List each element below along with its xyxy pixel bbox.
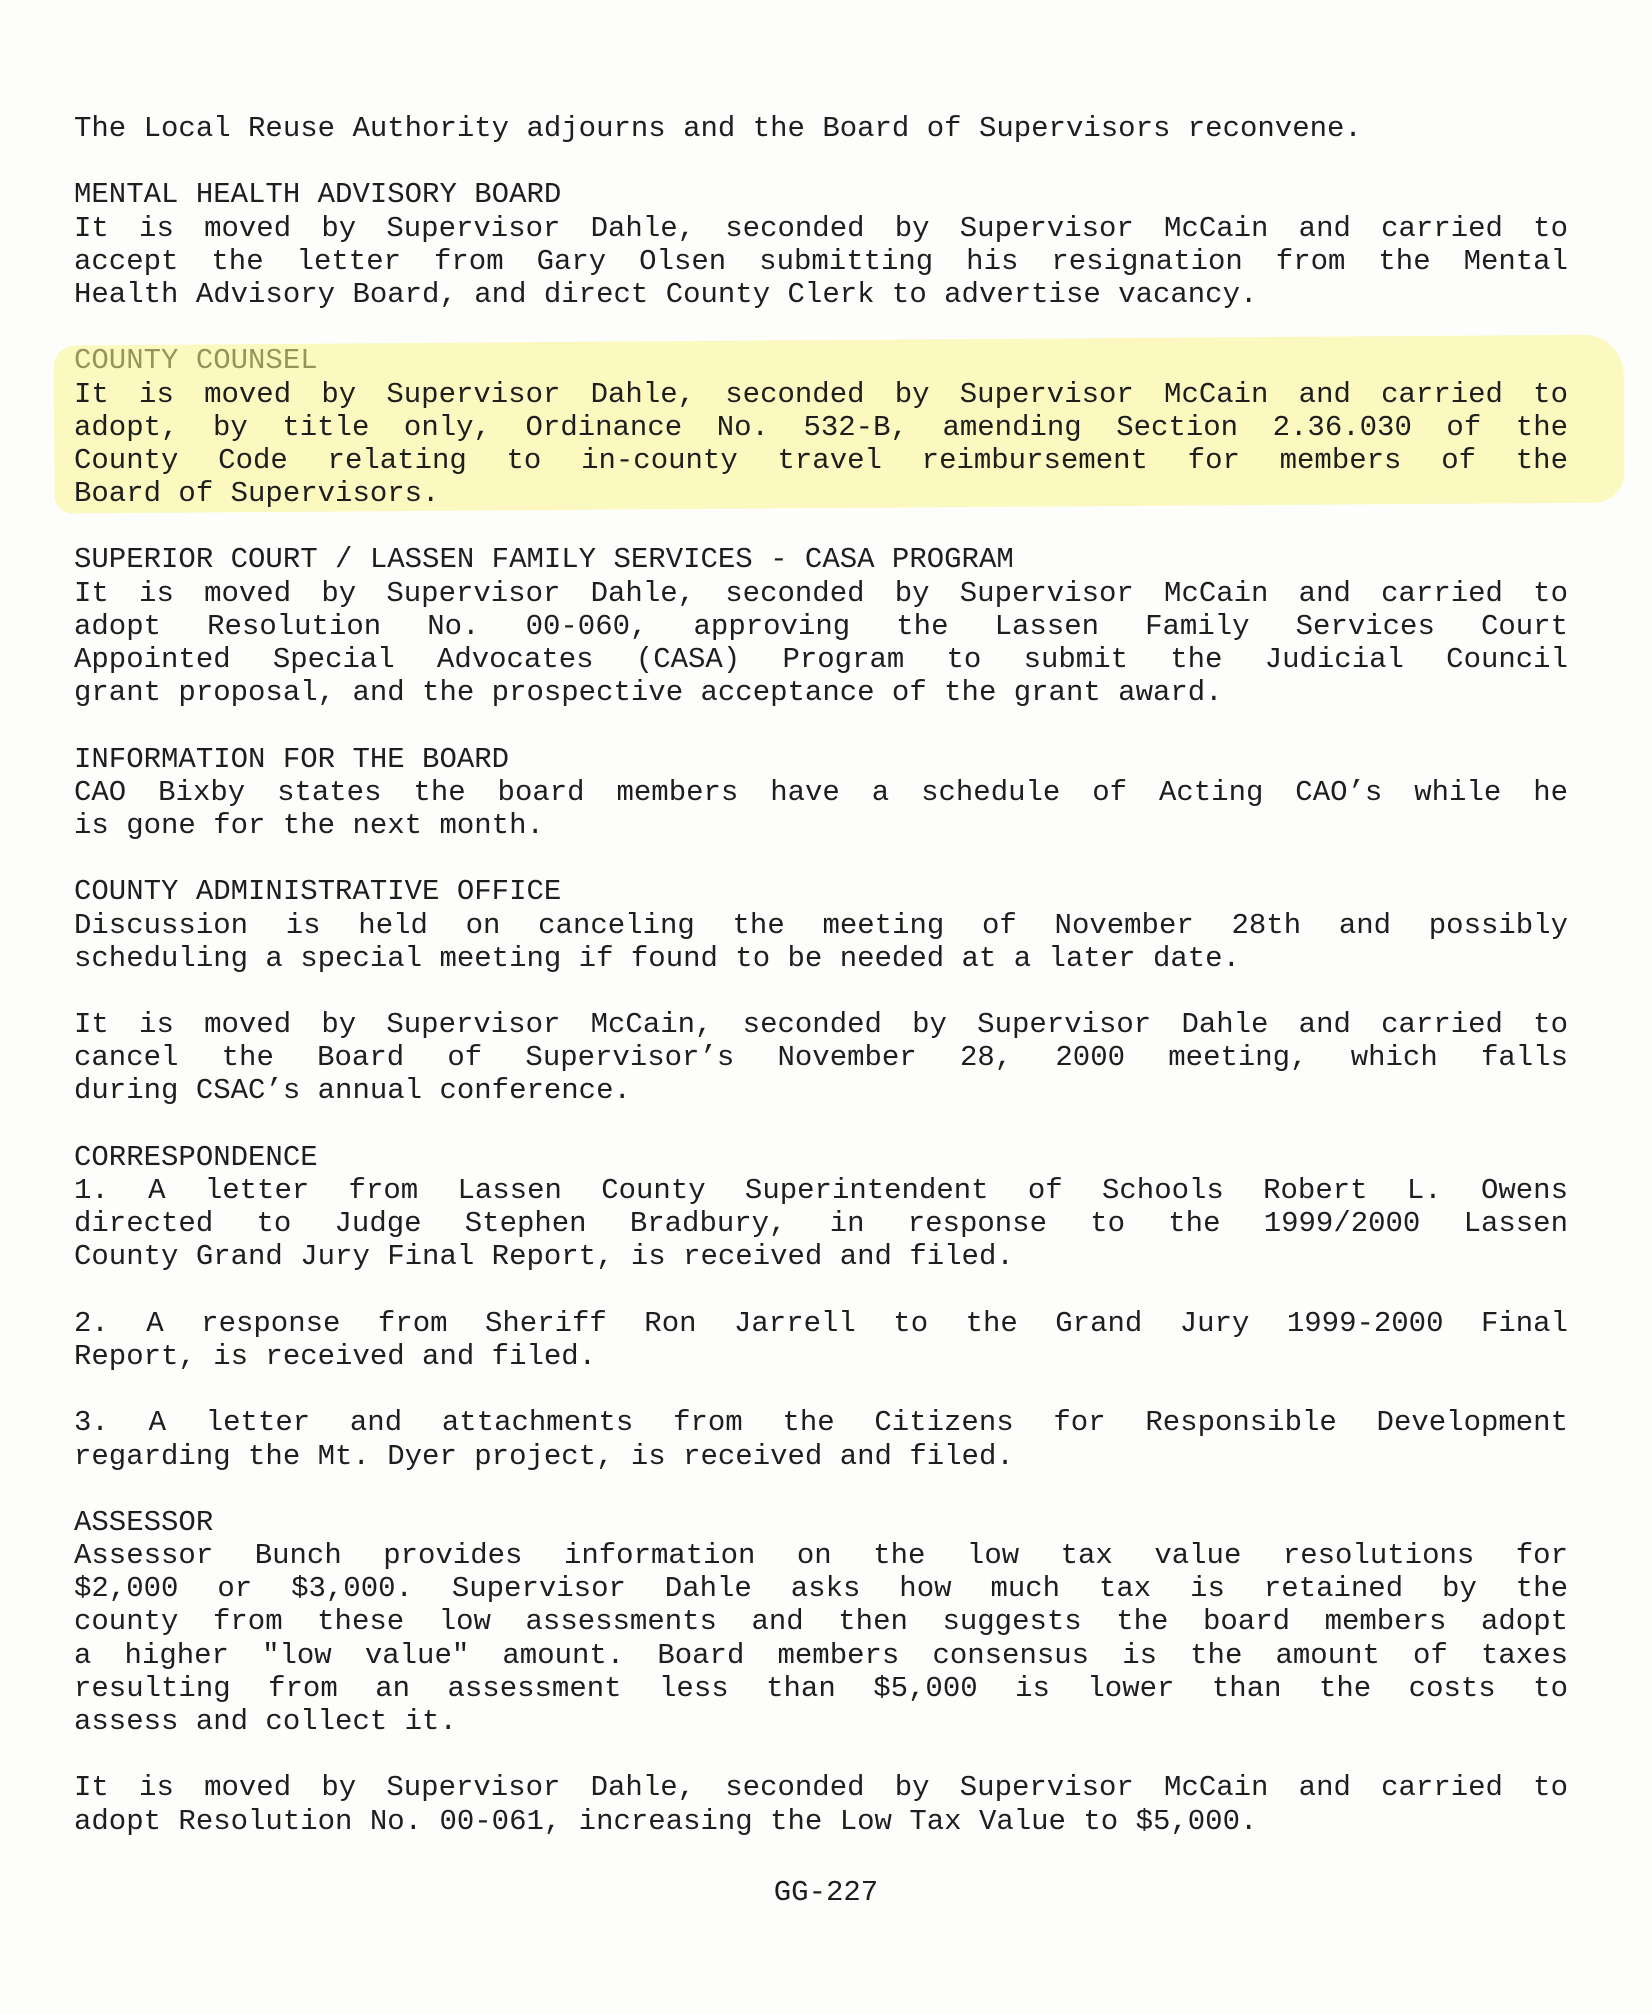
text-line: Discussion is held on canceling the meeting of November 28th and possibly: [74, 908, 1568, 942]
list-item-line: 2. A response from Sheriff Ron Jarrell to the Grand Jury 1999-2000 Final: [74, 1306, 1568, 1340]
text-line: adopt, by title only, Ordinance No. 532-B, amending Section 2.36.030 of the: [74, 410, 1568, 444]
section-title-mental-health: MENTAL HEALTH ADVISORY BOARD: [74, 178, 562, 212]
list-item-line: regarding the Mt. Dyer project, is received and filed.: [74, 1439, 1014, 1473]
text-line: grant proposal, and the prospective acceptance of the grant award.: [74, 676, 1223, 710]
opening-line: The Local Reuse Authority adjourns and the Board of Supervisors reconvene.: [74, 112, 1362, 145]
text-line: Board of Supervisors.: [74, 477, 440, 511]
text-line: scheduling a special meeting if found to be needed at a later date.: [74, 941, 1240, 975]
text-line: resulting from an assessment less than $5,000 is lower than the costs to: [74, 1671, 1568, 1705]
section-title-correspondence: CORRESPONDENCE: [74, 1140, 318, 1174]
text-line: a higher "low value" amount. Board members consensus is the amount of taxes: [74, 1638, 1568, 1672]
text-line: county from these low assessments and then suggests the board members adopt: [74, 1605, 1568, 1639]
text-line: adopt Resolution No. 00-061, increasing the Low Tax Value to $5,000.: [74, 1804, 1258, 1838]
text-line: accept the letter from Gary Olsen submitting his resignation from the Mental: [74, 244, 1568, 278]
list-item-line: Report, is received and filed.: [74, 1339, 597, 1373]
text-line: It is moved by Supervisor Dahle, seconded by Supervisor McCain and carried to: [74, 1771, 1568, 1805]
text-line: Appointed Special Advocates (CASA) Program to submit the Judicial Council: [74, 643, 1568, 676]
text-line: Health Advisory Board, and direct County Clerk to advertise vacancy.: [74, 277, 1258, 311]
text-line: $2,000 or $3,000. Supervisor Dahle asks how much tax is retained by the: [74, 1572, 1568, 1606]
section-title-cao: COUNTY ADMINISTRATIVE OFFICE: [74, 875, 562, 909]
text-line: CAO Bixby states the board members have a schedule of Acting CAO’s while he: [74, 775, 1568, 809]
section-title-information: INFORMATION FOR THE BOARD: [74, 742, 510, 776]
text-line: It is moved by Supervisor Dahle, seconded by Supervisor McCain and carried to: [74, 211, 1568, 245]
page-number: GG-227: [773, 1876, 879, 1909]
text-line: It is moved by Supervisor Dahle, seconded by Supervisor McCain and carried to: [74, 377, 1568, 411]
text-line: Assessor Bunch provides information on the low tax value resolutions for: [74, 1539, 1568, 1573]
section-title-assessor: ASSESSOR: [74, 1505, 214, 1539]
text-line: County Code relating to in-county travel reimbursement for members of the: [74, 443, 1568, 477]
text-line: cancel the Board of Supervisor’s November 28, 2000 meeting, which falls: [74, 1041, 1568, 1075]
list-item-line: directed to Judge Stephen Bradbury, in response to the 1999/2000 Lassen: [74, 1207, 1568, 1241]
text-line: adopt Resolution No. 00-060, approving the Lassen Family Services Court: [74, 609, 1568, 643]
text-line: It is moved by Supervisor McCain, seconded by Supervisor Dahle and carried to: [74, 1008, 1568, 1042]
text-line: assess and collect it.: [74, 1705, 457, 1738]
list-item-line: 1. A letter from Lassen County Superintendent of Schools Robert L. Owens: [74, 1174, 1568, 1207]
text-line: is gone for the next month.: [74, 808, 544, 842]
text-line: It is moved by Supervisor Dahle, seconded by Supervisor McCain and carried to: [74, 576, 1568, 610]
minutes-body: [74, 112, 1568, 1838]
list-item-line: County Grand Jury Final Report, is received and filed.: [74, 1240, 1014, 1274]
section-title-superior-court: SUPERIOR COURT / LASSEN FAMILY SERVICES - CASA PROGRAM: [74, 543, 1014, 577]
text-line: during CSAC’s annual conference.: [74, 1074, 631, 1108]
list-item-line: 3. A letter and attachments from the Citizens for Responsible Development: [74, 1406, 1568, 1440]
highlighted-section-county-counsel: [74, 344, 1568, 510]
